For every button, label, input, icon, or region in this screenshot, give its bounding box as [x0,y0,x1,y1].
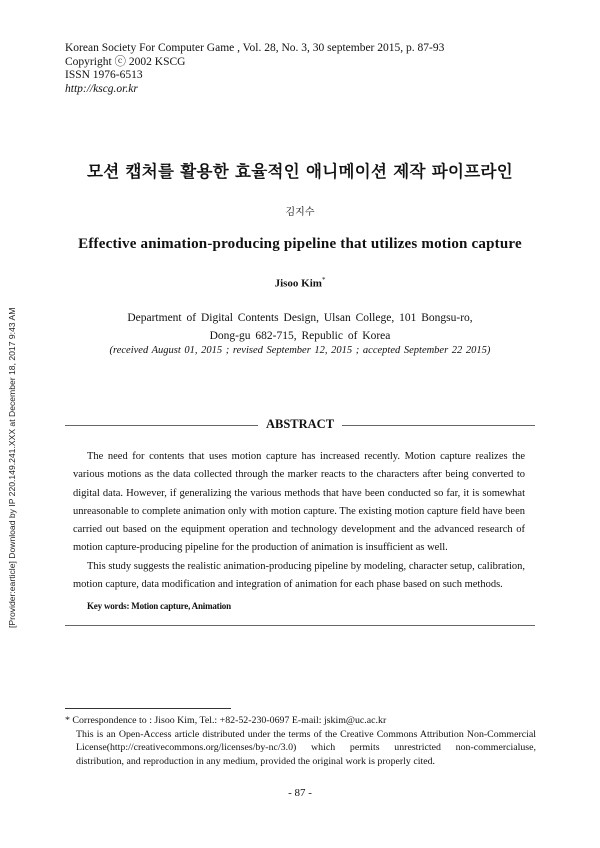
journal-url[interactable]: http://kscg.or.kr [65,82,138,95]
english-author [0,276,600,290]
page-number: - 87 - [288,787,312,799]
issn-line: ISSN 1976-6513 [65,69,143,81]
abstract-heading-label: ABSTRACT [265,417,335,431]
copyright-line: Copyright ⓒ 2002 KSCG [65,55,186,68]
author-name: Jisoo Kim [274,277,322,290]
journal-header [65,42,444,96]
keywords-divider [65,625,535,626]
download-watermark-text: [Provider:earticle] Download by IP 220.149.241.XXX at December 18, 2017 9:43 AM [7,307,17,628]
abstract-paragraph: The need for contents that uses motion capture has increased recently. Motion capture realizes the various motions as the data collected through the marker reacts to the characters after being converted to digital data. However, if generalizing the various methods that have been conducted so far, it is somewhat unreasonable to complete animation only with motion capture. The existing motion capture field have been carried out based on the equipment operation and technology development and the advanced research of motion capture-producing pipeline for the production of animation is insufficient as well. [73,451,525,554]
affiliation-line-1: Department of Digital Contents Design, Ulsan College, 101 Bongsu-ro, [127,312,473,324]
footnote-divider [65,708,231,709]
korean-title: 모션 캡처를 활용한 효율적인 애니메이션 제작 파이프라인 [86,162,513,181]
english-title: Effective animation-producing pipeline that utilizes motion capture [78,236,522,252]
korean-author: 김지수 [285,207,315,218]
affiliation-line-2: Dong-gu 682-715, Republic of Korea [209,330,391,342]
abstract-heading [65,411,535,441]
abstract-body [73,448,525,594]
footnote [65,714,536,769]
abstract-rule-right [342,425,535,426]
affiliation [0,309,600,345]
submission-dates: (received August 01, 2015 ; revised September 12, 2015 ; accepted September 22 2015) [109,345,491,356]
corresponding-mark: * [321,276,326,284]
license-note: This is an Open-Access article distributed under the terms of the Creative Commons Attribution Non-Commercial License(http://creativecommons.org/licenses/by-nc/3.0) which permits unrestricted non-commercialuse, distribution, and reproduction in any medium, provided the original work is properly cited. [76,728,536,768]
correspondence-note: * Correspondence to : Jisoo Kim, Tel.: +82-52-230-0697 E-mail: jskim@uc.ac.kr [65,715,387,726]
journal-citation: Korean Society For Computer Game , Vol. 28, No. 3, 30 september 2015, p. 87-93 [65,42,445,54]
abstract-paragraph: This study suggests the realistic animation-producing pipeline by modeling, character setup, calibration, motion capture, data modification and integration of animation for each phase based on such methods. [73,560,525,591]
keywords: Key words: Motion capture, Animation [87,601,231,611]
